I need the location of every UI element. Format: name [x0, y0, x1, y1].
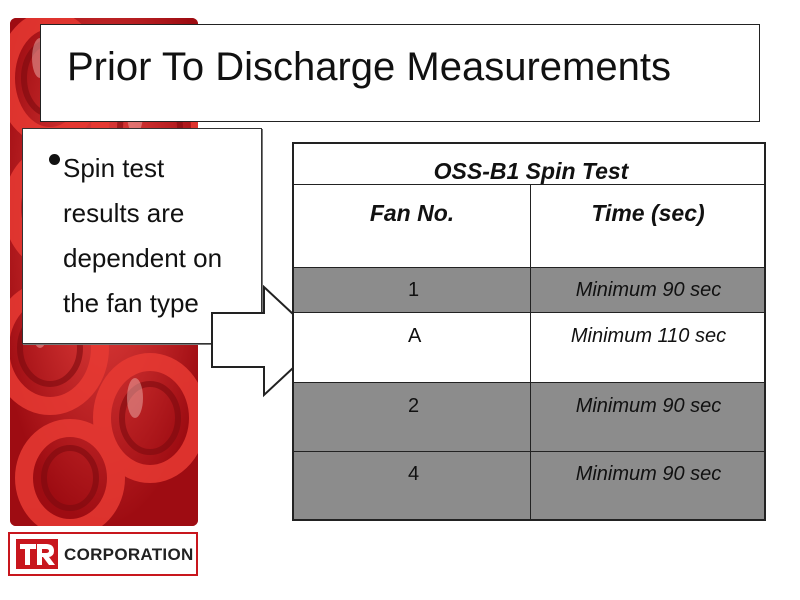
spin-test-table	[292, 142, 766, 521]
time-cell: Minimum 90 sec	[530, 383, 766, 451]
title-box	[40, 24, 760, 122]
tr-logo-mark-icon	[16, 539, 58, 569]
slide-title: Prior To Discharge Measurements	[67, 45, 671, 89]
header-divider	[530, 185, 531, 267]
company-logo	[8, 532, 198, 576]
bullet-dot-icon	[49, 154, 60, 165]
time-cell: Minimum 110 sec	[530, 313, 766, 382]
time-cell: Minimum 90 sec	[530, 268, 766, 312]
bullet-line: the fan type	[63, 288, 199, 318]
table-row	[294, 312, 764, 382]
bullet-line: results are	[63, 198, 185, 228]
column-header-fan: Fan No.	[369, 200, 455, 226]
time-cell: Minimum 90 sec	[530, 452, 766, 519]
fan-cell: 4	[408, 463, 420, 485]
table-row	[294, 382, 764, 451]
company-name: CORPORATION	[64, 545, 194, 564]
fan-cell: A	[408, 325, 422, 347]
bullet-line: dependent on	[63, 243, 223, 273]
fan-cell: 2	[408, 394, 420, 417]
caption-divider	[294, 184, 764, 185]
table-row	[294, 451, 764, 519]
table-row	[294, 267, 764, 312]
fan-cell: 1	[408, 278, 420, 301]
column-header-time: Time (sec)	[591, 200, 705, 226]
table-caption: OSS-B1 Spin Test	[433, 158, 629, 184]
bullet-line: Spin test	[63, 153, 165, 183]
